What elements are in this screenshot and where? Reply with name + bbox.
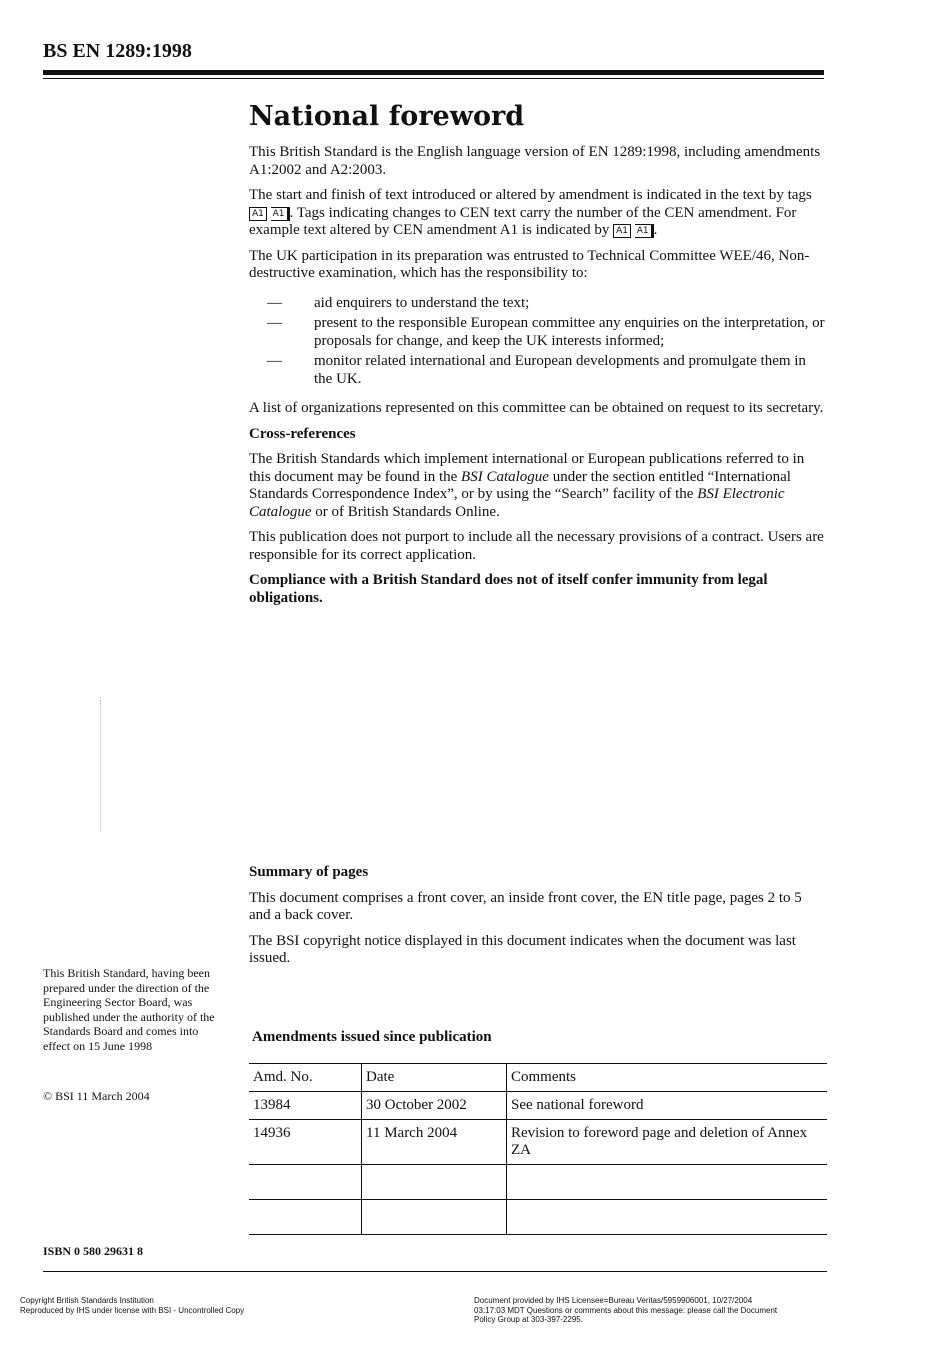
amendment-end-tag-icon: A1	[271, 207, 290, 221]
document-number: BS EN 1289:1998	[43, 40, 192, 62]
summary-heading: Summary of pages	[249, 864, 369, 880]
provisions-paragraph: This publication does not purport to include all the necessary provisions of a contract. Users are responsible for its correct application.	[249, 529, 824, 563]
table-row	[249, 1092, 827, 1120]
footer-license-notice: Document provided by IHS Licensee=Bureau Veritas/5959906001, 10/27/2004 03:17:03 MDT Questions or comments about this message: please call the Document Policy Group at 303-397-2295.	[474, 1296, 778, 1324]
dash-marker: —	[267, 353, 282, 369]
header-cell: Date	[362, 1064, 507, 1092]
table-cell	[507, 1165, 828, 1200]
table-cell	[362, 1200, 507, 1235]
amendments-table	[249, 1063, 827, 1235]
margin-dots	[100, 700, 102, 832]
amendments-title: Amendments issued since publication	[252, 1029, 492, 1045]
dash-marker: —	[267, 315, 282, 331]
publication-note: This British Standard, having been prepared under the direction of the Engineering Sector Board, was published under the authority of the Standards Board and comes into effect on 15 June 1998	[43, 966, 215, 1053]
list-item: — present to the responsible European committee any enquiries on the interpretation, or proposals for change, and keep the UK interests informed;	[267, 315, 825, 349]
table-row	[249, 1120, 827, 1165]
list-item: — aid enquirers to understand the text;	[267, 294, 530, 311]
foreword-intro: This British Standard is the English language version of EN 1289:1998, including amendments A1:2002 and A2:2003.	[249, 144, 821, 178]
summary-of-pages	[249, 864, 825, 976]
cross-references-heading: Cross-references	[249, 425, 356, 442]
footer-copyright: Copyright British Standards Institution Reproduced by IHS under license with BSI - Uncontrolled Copy	[20, 1296, 245, 1315]
copyright-notice-paragraph: The BSI copyright notice displayed in this document indicates when the document was last issued.	[249, 932, 796, 966]
header-rule-thin	[43, 78, 824, 79]
header-cell: Comments	[507, 1064, 828, 1092]
table-cell	[507, 1200, 828, 1235]
amendment-end-tag-icon: A1	[635, 224, 654, 238]
table-row	[249, 1200, 827, 1235]
copyright-date: © BSI 11 March 2004	[43, 1089, 150, 1103]
list-item: — monitor related international and European developments and promulgate them in the UK.	[267, 353, 806, 387]
isbn: ISBN 0 580 29631 8	[43, 1244, 144, 1258]
compliance-statement: Compliance with a British Standard does not of itself confer immunity from legal obligations.	[249, 572, 768, 606]
national-foreword	[249, 100, 825, 615]
table-header-row	[249, 1064, 827, 1092]
header-rule-thick	[43, 70, 824, 75]
responsibility-list	[267, 295, 825, 389]
table-cell	[249, 1165, 362, 1200]
table-cell: 11 March 2004	[362, 1120, 507, 1165]
table-cell	[249, 1200, 362, 1235]
dash-marker: —	[267, 294, 282, 311]
table-cell: See national foreword	[507, 1092, 828, 1120]
footer-rule	[43, 1271, 827, 1272]
summary-paragraph: This document comprises a front cover, an inside front cover, the EN title page, pages 2 to 5 and a back cover.	[249, 889, 802, 923]
table-cell	[362, 1165, 507, 1200]
organizations-paragraph: A list of organizations represented on this committee can be obtained on request to its secretary.	[249, 400, 824, 416]
committee-paragraph: The UK participation in its preparation was entrusted to Technical Committee WEE/46, Non-destructive examination, which has the responsibility to:	[249, 247, 810, 281]
table-row	[249, 1165, 827, 1200]
table-cell: Revision to foreword page and deletion of Annex ZA	[507, 1120, 828, 1165]
amendment-start-tag-icon: A1	[249, 207, 267, 221]
amendment-start-tag-icon: A1	[613, 224, 631, 238]
table-cell: 14936	[249, 1120, 362, 1165]
table-cell: 13984	[249, 1092, 362, 1120]
amendment-tags-paragraph: The start and finish of text introduced or altered by amendment is indicated in the text by tags A1 A1 . Tags indicating changes to CEN text carry the number of the CEN amendment. For example text altered by CEN amendment A1 is indicated by A1 A1 .	[249, 187, 812, 238]
page-title: National foreword	[249, 101, 525, 132]
header-cell: Amd. No.	[249, 1064, 362, 1092]
table-cell: 30 October 2002	[362, 1092, 507, 1120]
cross-references-paragraph: The British Standards which implement international or European publications referred to in this document may be found in the BSI Catalogue under the section entitled “International Standards Correspondence Index”, or by using the “Search” facility of the BSI Electronic Catalogue or of British Standards Online.	[249, 451, 805, 520]
